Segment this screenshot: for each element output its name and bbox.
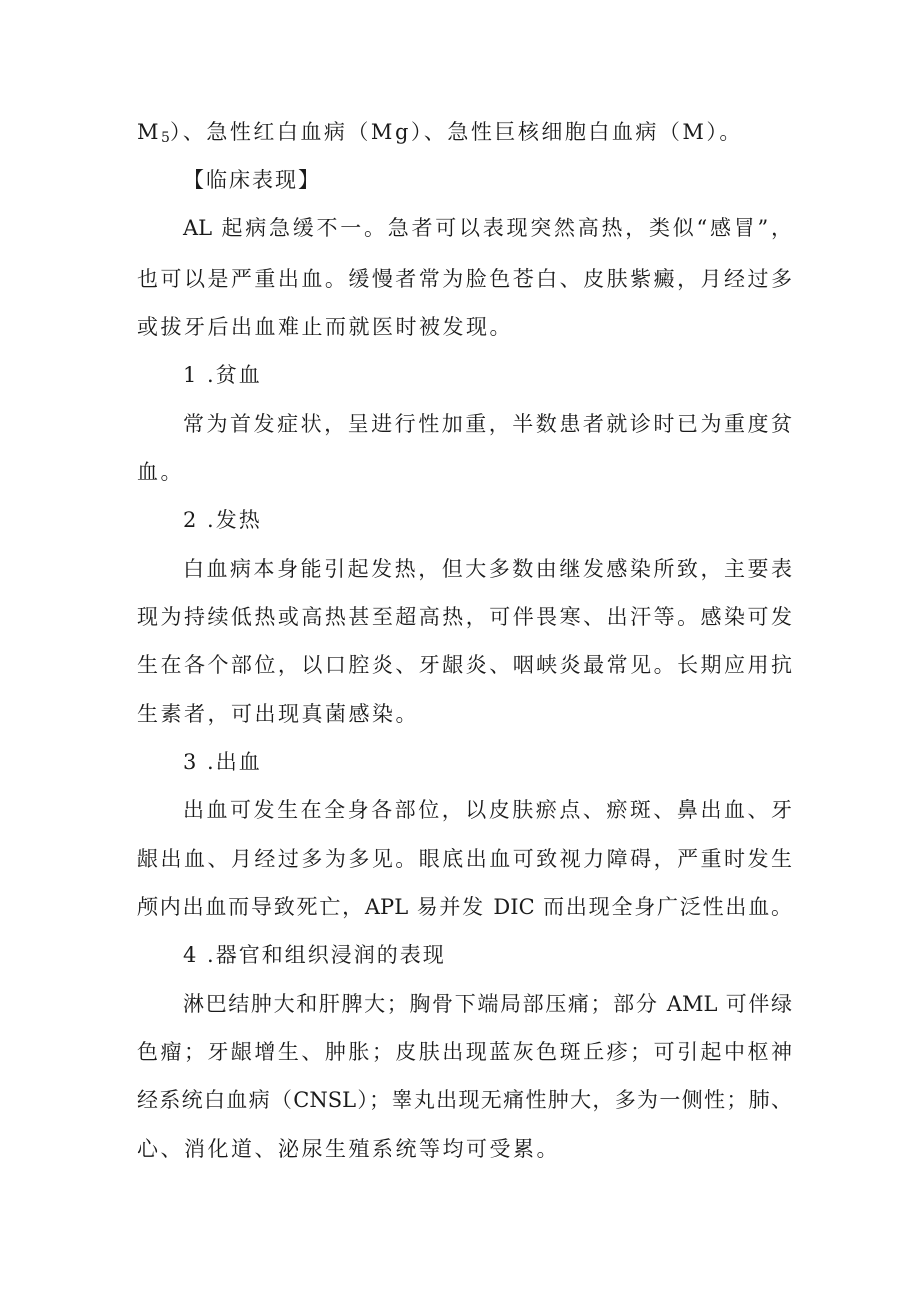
intro-line-subscript: 5 [161,130,170,146]
paragraph-anemia-line: 血。 [137,460,184,484]
paragraph-onset-line: AL 起病急缓不一。急者可以表现突然高热，类似“感冒”， [183,216,792,240]
paragraph-fever-line: 生素者，可出现真菌感染。 [137,702,419,726]
section-heading: 【临床表现】 [183,168,321,192]
subsection-title-bleeding: 3 .出血 [183,750,262,774]
paragraph-onset-line: 或拔牙后出血难止而就医时被发现。 [137,315,513,339]
paragraph-fever-line: 白血病本身能引起发热，但大多数由继发感染所致，主要表 [183,557,792,581]
paragraph-bleeding-line: 龈出血、月经过多为多见。眼底出血可致视力障碍，严重时发生 [137,847,792,871]
paragraph-bleeding-line: 出血可发生在全身各部位，以皮肤瘀点、瘀斑、鼻出血、牙 [183,798,792,822]
subsection-title-infiltration: 4 .器官和组织浸润的表现 [183,943,446,967]
intro-line-rest: ）、急性红白血病（Mg）、急性巨核细胞白血病（M）。 [169,120,743,144]
paragraph-infiltration-line: 心、消化道、泌尿生殖系统等均可受累。 [137,1137,560,1161]
subsection-title-anemia: 1 .贫血 [183,363,262,387]
paragraph-fever-line: 生在各个部位，以口腔炎、牙龈炎、咽峡炎最常见。长期应用抗 [137,653,792,677]
paragraph-fever-line: 现为持续低热或高热甚至超高热，可伴畏寒、出汗等。感染可发 [137,605,792,629]
intro-line-prefix: M [137,120,162,144]
paragraph-bleeding-line: 颅内出血而导致死亡，APL 易并发 DIC 而出现全身广泛性出血。 [137,895,792,919]
paragraph-onset-line: 也可以是严重出血。缓慢者常为脸色苍白、皮肤紫癜，月经过多 [137,267,792,291]
subsection-title-fever: 2 .发热 [183,508,262,532]
paragraph-infiltration-line: 淋巴结肿大和肝脾大；胸骨下端局部压痛；部分 AML 可伴绿 [183,992,792,1016]
intro-line [137,118,792,152]
paragraph-infiltration-line: 色瘤；牙龈增生、肿胀；皮肤出现蓝灰色斑丘疹；可引起中枢神 [137,1040,792,1064]
paragraph-anemia-line: 常为首发症状，呈进行性加重，半数患者就诊时已为重度贫 [183,412,792,436]
paragraph-infiltration-line: 经系统白血病（CNSL）；睾丸出现无痛性肿大，多为一侧性；肺、 [137,1088,792,1112]
